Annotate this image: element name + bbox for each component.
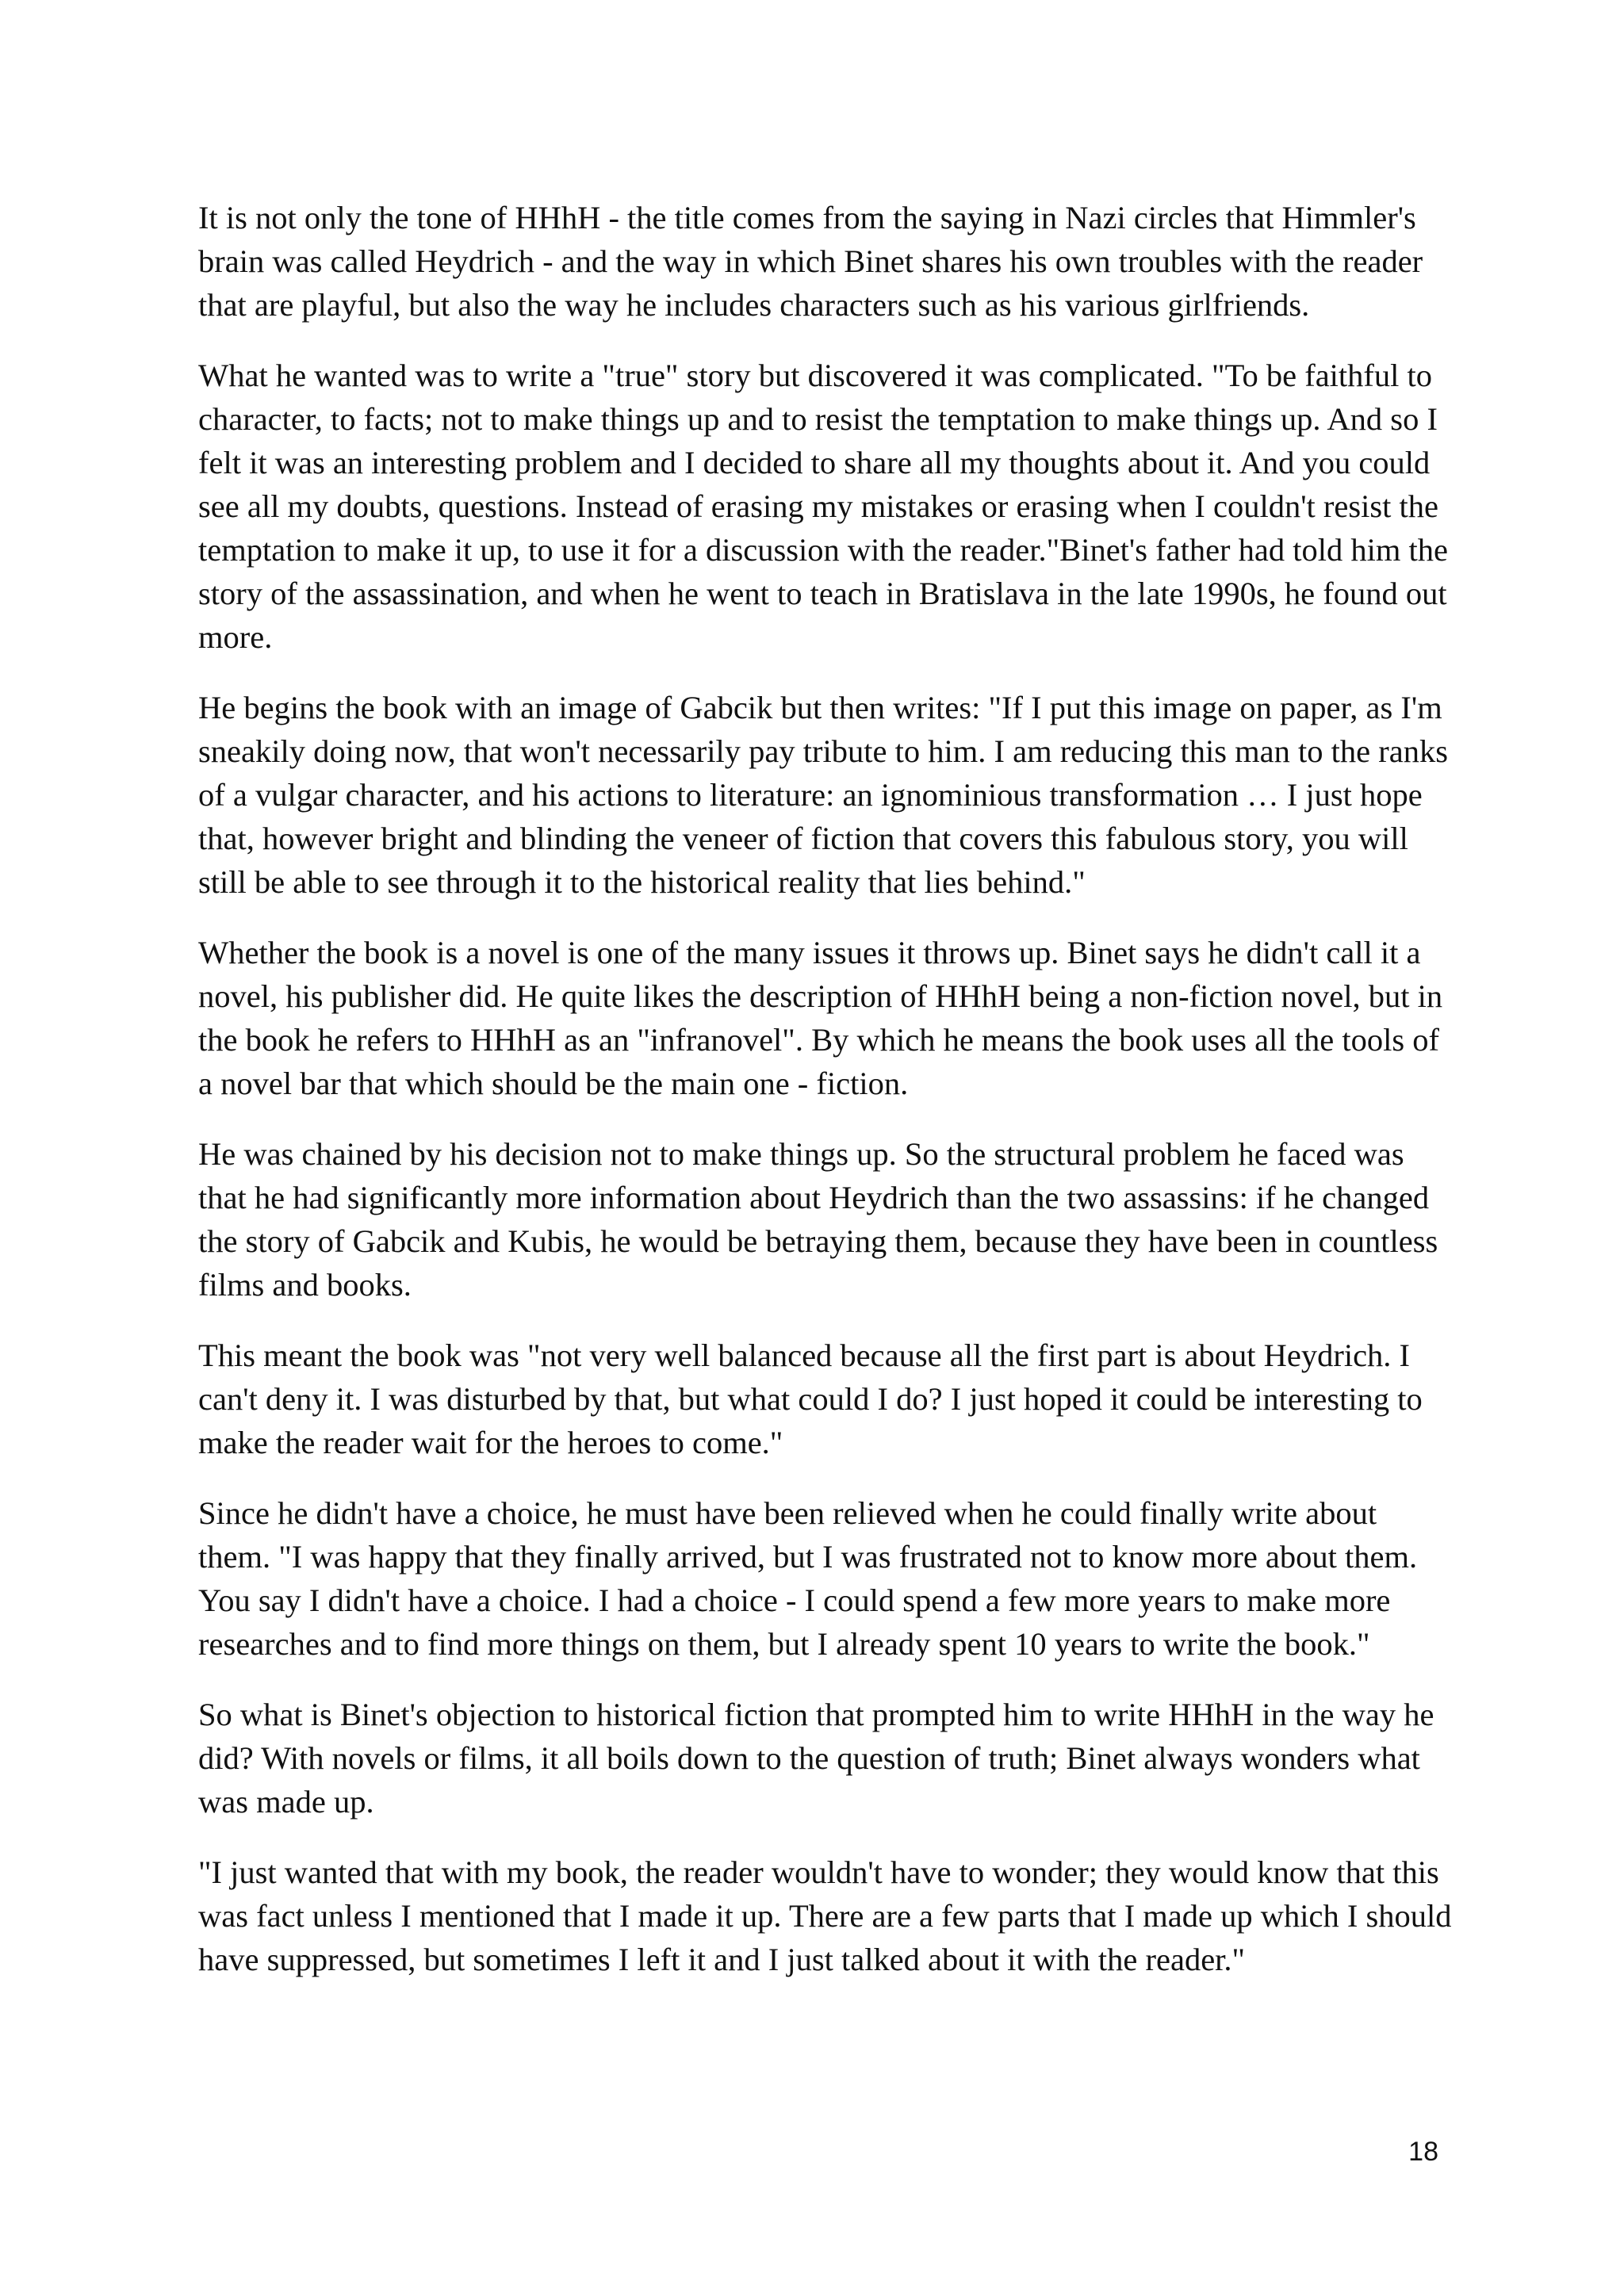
paragraph-1: It is not only the tone of HHhH - the title comes from the saying in Nazi circles that Himmler's brain was called Heydrich - and the way in which Binet shares his own troubles with the reader that are playful, but also the way he includes characters such as his various girlfriends. bbox=[198, 200, 1423, 323]
body-text bbox=[198, 196, 1455, 2008]
paragraph-5: He was chained by his decision not to make things up. So the structural problem he faced was that he had significantly more information about Heydrich than the two assassins: if he changed the story of Gabcik and Kubis, he would be betraying them, because they have been in countless films and books. bbox=[198, 1136, 1438, 1303]
paragraph-7: Since he didn't have a choice, he must have been relieved when he could finally write about them. "I was happy that they finally arrived, but I was frustrated not to know more about them. You say I didn't have a choice. I had a choice - I could spend a few more years to make more researches and to find more things on them, but I already spent 10 years to write the book." bbox=[198, 1495, 1418, 1662]
paragraph-8: So what is Binet's objection to historical fiction that prompted him to write HHhH in the way he did? With novels or films, it all boils down to the question of truth; Binet always wonders what was made up. bbox=[198, 1697, 1434, 1820]
paragraph-2: What he wanted was to write a "true" story but discovered it was complicated. "To be faithful to character, to facts; not to make things up and to resist the temptation to make things up. And so I felt it was an interesting problem and I decided to share all my thoughts about it. And you could see all my doubts, questions. Instead of erasing my mistakes or erasing when I couldn't resist the temptation to make it up, to use it for a discussion with the reader."Binet's father had told him the story of the assassination, and when he went to teach in Bratislava in the late 1990s, he found out more. bbox=[198, 358, 1448, 655]
paragraph-9: "I just wanted that with my book, the reader wouldn't have to wonder; they would know that this was fact unless I mentioned that I made it up. There are a few parts that I made up which I should have suppressed, but sometimes I left it and I just talked about it with the reader." bbox=[198, 1854, 1452, 1977]
paragraph-4: Whether the book is a novel is one of the many issues it throws up. Binet says he didn't call it a novel, his publisher did. He quite likes the description of HHhH being a non-fiction novel, but in the book he refers to HHhH as an "infranovel". By which he means the book uses all the tools of a novel bar that which should be the main one - fiction. bbox=[198, 935, 1443, 1101]
paragraph-6: This meant the book was "not very well balanced because all the first part is about Heydrich. I can't deny it. I was disturbed by that, but what could I do? I just hoped it could be interesting to make the reader wait for the heroes to come." bbox=[198, 1337, 1423, 1460]
paragraph-3: He begins the book with an image of Gabcik but then writes: "If I put this image on paper, as I'm sneakily doing now, that won't necessarily pay tribute to him. I am reducing this man to the ranks of a vulgar character, and his actions to literature: an ignominious transformation … I just hope that, however bright and blinding the veneer of fiction that covers this fabulous story, you will still be able to see through it to the historical reality that lies behind." bbox=[198, 690, 1448, 900]
page-number: 18 bbox=[1408, 2137, 1438, 2167]
